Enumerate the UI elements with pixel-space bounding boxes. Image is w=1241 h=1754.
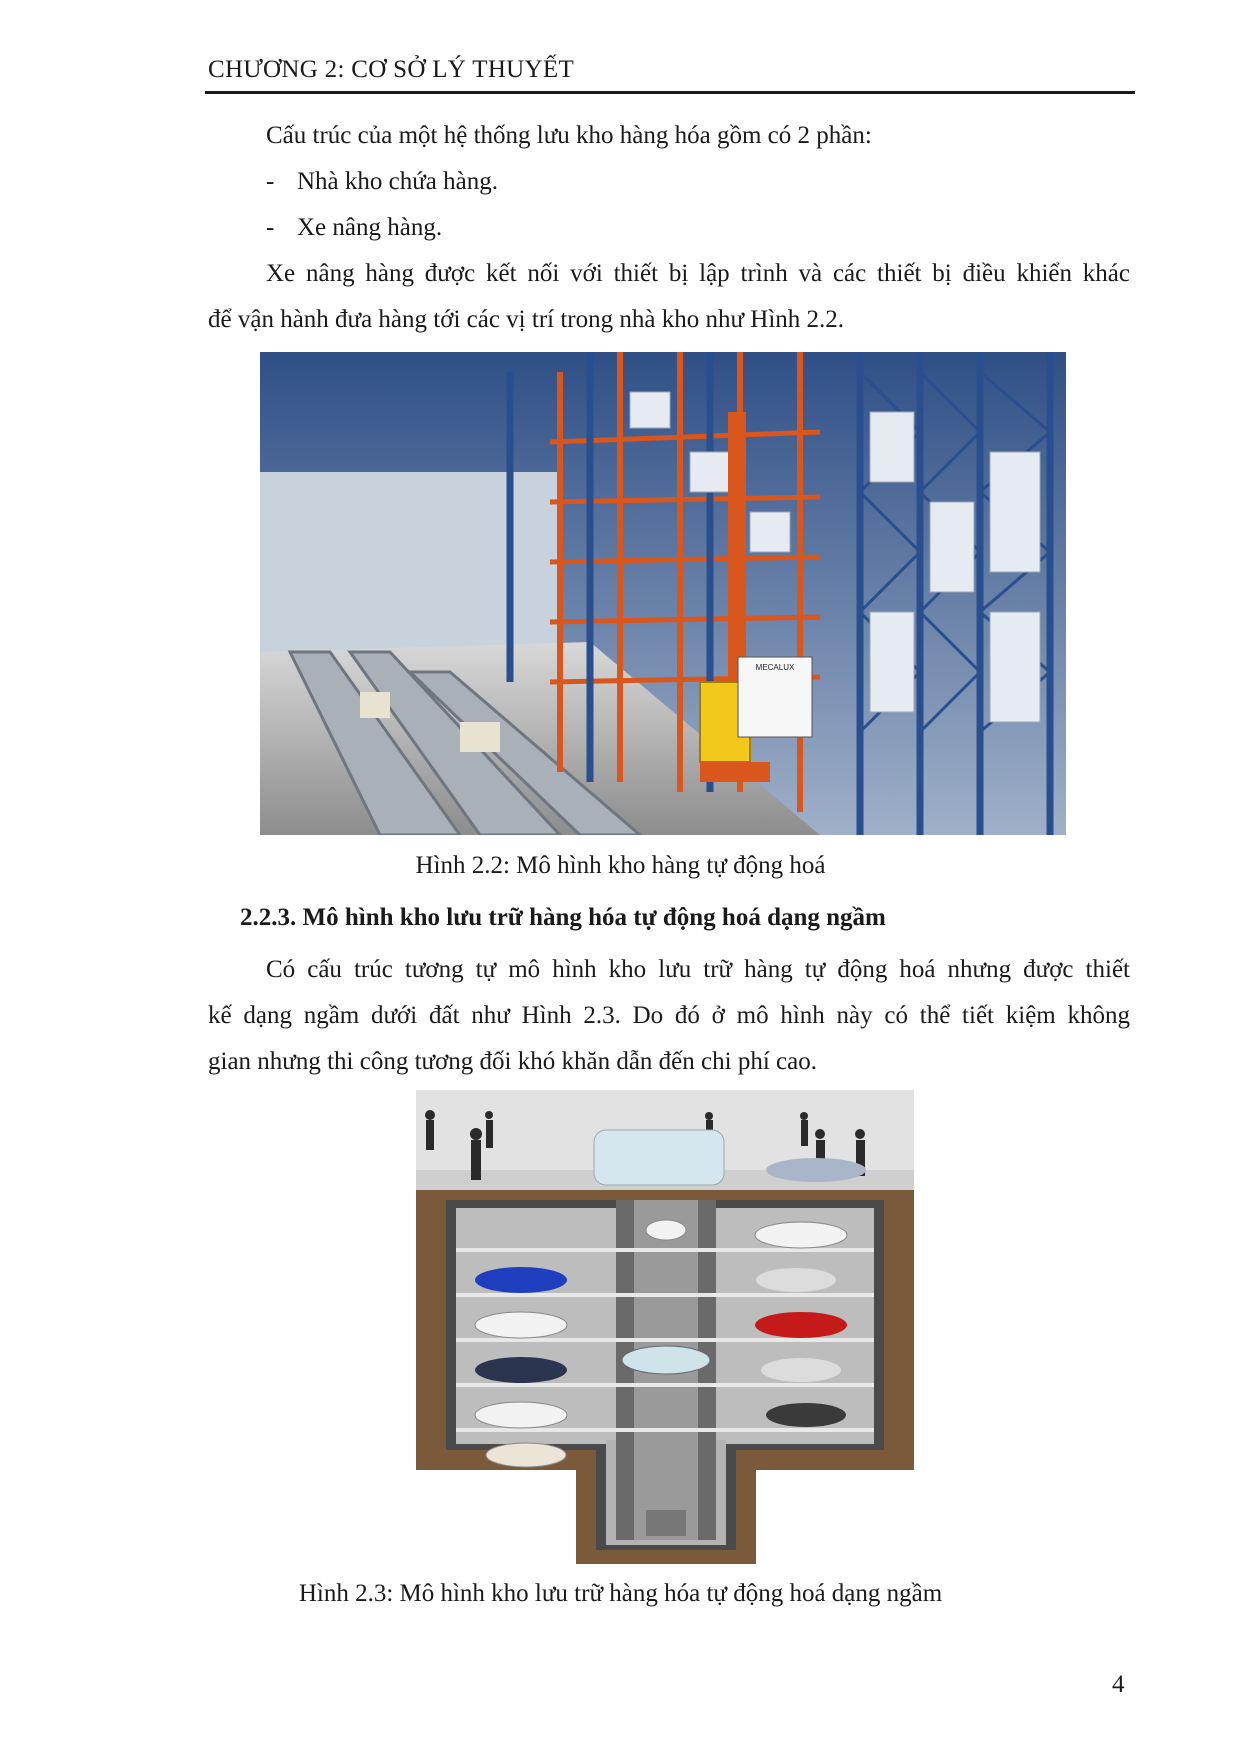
page-number: 4 <box>1112 1671 1125 1698</box>
section-line-2: kế dạng ngầm dưới đất như Hình 2.3. Do đó ở mô hình này có thể tiết kiệm không <box>208 1002 1130 1029</box>
paragraph-line-2: để vận hành đưa hàng tới các vị trí trong nhà kho như Hình 2.2. <box>208 306 845 333</box>
chapter-header: CHƯƠNG 2: CƠ SỞ LÝ THUYẾT <box>208 56 575 83</box>
sign-text: MECALUX <box>755 663 795 672</box>
intro-line: Cấu trúc của một hệ thống lưu kho hàng hóa gồm có 2 phần: <box>266 122 872 149</box>
warehouse-photo <box>260 352 1066 835</box>
bullet-item-warehouse: Nhà kho chứa hàng. <box>297 168 498 195</box>
bullet-dash-1: - <box>266 168 275 195</box>
bullet-item-forklift: Xe nâng hàng. <box>297 214 443 241</box>
paragraph-line-1: Xe nâng hàng được kết nối với thiết bị lập trình và các thiết bị điều khiển khác <box>266 260 1130 287</box>
section-line-3: gian nhưng thi công tương đối khó khăn dẫn đến chi phí cao. <box>208 1048 817 1075</box>
bullet-dash-2: - <box>266 214 275 241</box>
header-divider <box>205 91 1135 94</box>
section-line-1: Có cấu trúc tương tự mô hình kho lưu trữ hàng tự động hoá nhưng được thiết <box>266 956 1130 983</box>
underground-storage-illustration <box>416 1090 914 1564</box>
figure-2-3-caption: Hình 2.3: Mô hình kho lưu trữ hàng hóa tự động hoá dạng ngầm <box>298 1580 943 1607</box>
section-heading: 2.2.3. Mô hình kho lưu trữ hàng hóa tự động hoá dạng ngầm <box>240 904 886 931</box>
figure-2-2-caption: Hình 2.2: Mô hình kho hàng tự động hoá <box>415 852 826 879</box>
